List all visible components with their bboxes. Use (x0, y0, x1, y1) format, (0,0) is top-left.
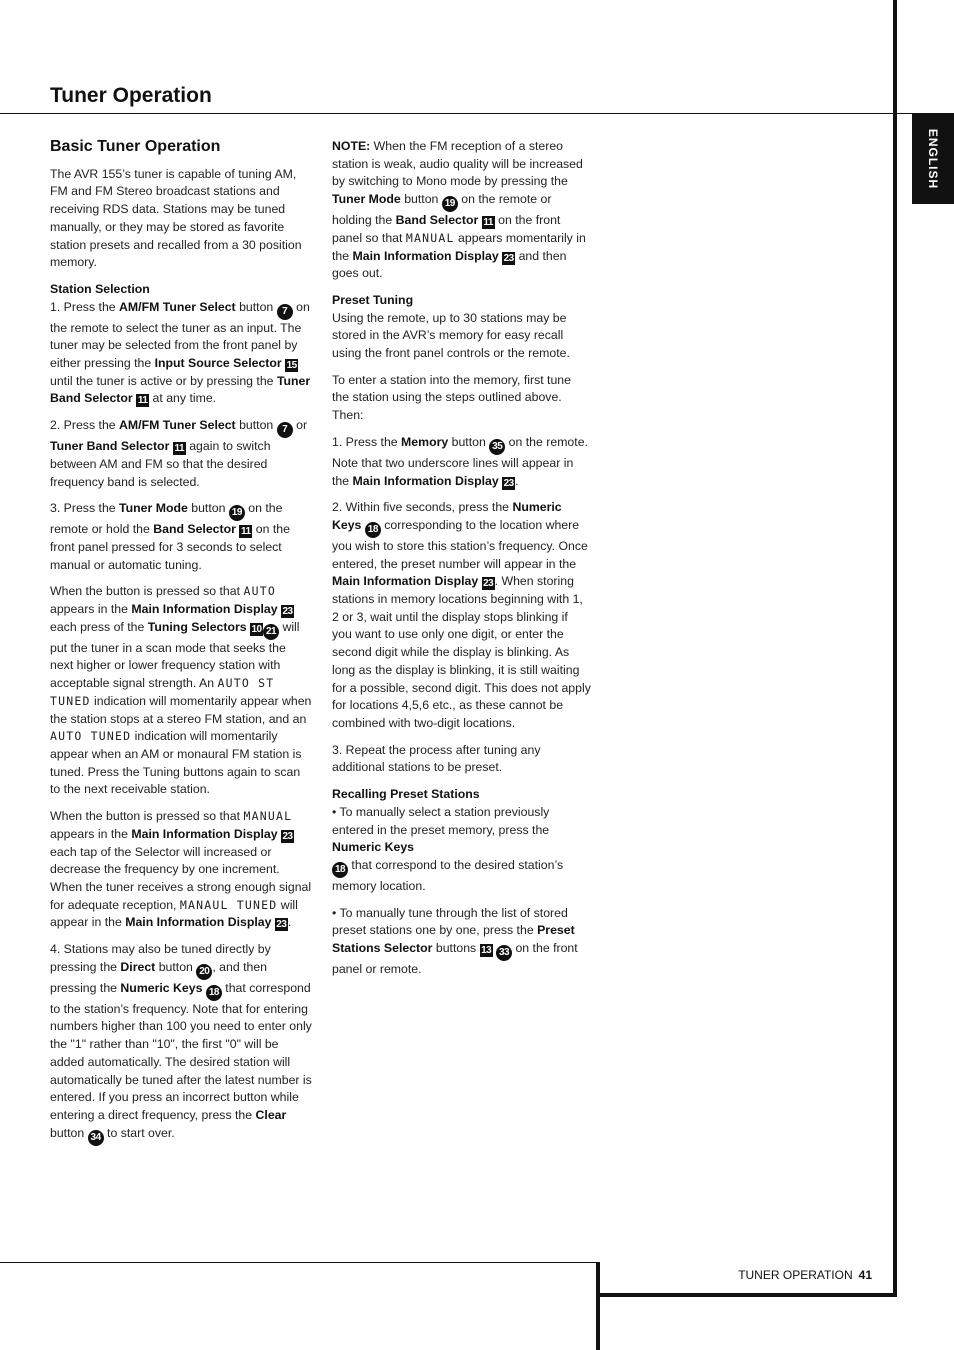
callout-number-icon: 11 (483, 217, 493, 229)
display-text: AUTO ST TUNED (50, 676, 275, 708)
subheading-station-selection: Station Selection (50, 281, 150, 296)
preset-step-3-paragraph: 3. Repeat the process after tuning any additional stations to be preset. (332, 742, 541, 775)
note-paragraph: NOTE: When the FM reception of a stereo station is weak, audio quality will be increased by switching to Mono mode by pressing the Tuner Mode button 19 on the remote or holding the Band Selector 11 on the front panel so that MANUAL appears momentarily in the Main Information Display 23 and then goes out. (332, 139, 586, 281)
callout-number-icon: 21 (263, 624, 279, 640)
display-text: MANAUL TUNED (179, 897, 278, 912)
footer-section-label: TUNER OPERATION (738, 1268, 853, 1282)
step-1-paragraph: Station Selection 1. Press the AM/FM Tuner Select button 7 on the remote to select the tuner as an input. The tuner may be selected from the front panel by either pressing the Input Source Selector 15 until the tuner is active or by pressing the Tuner Band Selector 11 at any time. (50, 281, 311, 407)
display-text: AUTO TUNED (50, 729, 132, 744)
display-text: MANUAL (405, 230, 455, 245)
callout-number-icon: 11 (241, 526, 251, 538)
callout-number-icon: 13 (481, 945, 492, 957)
display-text: AUTO (243, 584, 276, 599)
step-3-paragraph: 3. Press the Tuner Mode button 19 on the remote or hold the Band Selector 11 on the front panel pressed for 3 seconds to select manual or automatic tuning. (50, 501, 290, 572)
callout-number-icon: 10 (251, 623, 262, 635)
page-number: 41 (858, 1268, 872, 1282)
callout-number-icon: 23 (282, 606, 293, 618)
callout-number-icon: 18 (332, 862, 348, 878)
callout-number-icon: 35 (489, 439, 505, 455)
callout-number-icon: 11 (137, 395, 148, 407)
enter-paragraph: To enter a station into the memory, first tune the station using the steps outlined above. Then: (332, 372, 571, 423)
preset-step-1-paragraph: 1. Press the Memory button 35 on the remote. Note that two underscore lines will appear in the Main Information Display 23. (332, 434, 588, 489)
callout-number-icon: 23 (503, 252, 514, 264)
auto-mode-paragraph: When the button is pressed so that AUTO appears in the Main Information Display 23 each press of the Tuning Selectors 10 21 will put the tuner in a scan mode that seeks the next higher or lower frequency station with acceptable signal strength. An AUTO ST TUNED indication will momentarily appear when the station stops at a stereo FM station, and an AUTO TUNED indication will momentarily appear when an AM or monaural FM station is tuned. Press the Tuning buttons again to scan to the next receivable station. (50, 584, 312, 797)
manual-mode-paragraph: When the button is pressed so that MANUAL appears in the Main Information Display 23 each tap of the Selector will increased or decrease the frequency by one increment. When the tuner receives a strong enough signal for adequate reception, MANAUL TUNED will appear in the Main Information Display 23. (50, 809, 312, 931)
callout-number-icon: 19 (229, 505, 245, 521)
callout-number-icon: 23 (276, 919, 287, 931)
callout-number-icon: 7 (277, 422, 293, 438)
step-2-paragraph: 2. Press the AM/FM Tuner Select button 7 or Tuner Band Selector 11 again to switch between AM and FM so that the desired frequency band is selected. (50, 418, 308, 489)
column-right (332, 138, 591, 988)
callout-number-icon: 7 (277, 304, 293, 320)
footer-vertical-bar (596, 1262, 600, 1350)
step-4-paragraph: 4. Stations may also be tuned directly by pressing the Direct button 20 , and then pressing the Numeric Keys 18 that correspond to the station’s frequency. Note that for entering numbers higher than 100 you need to enter only the "1" rather than "10", the first "0" will be added automatically. The desired station will automatically be tuned after the latest number is entered. If you press an incorrect button while entering a direct frequency, press the Clear button 34 to start over. (50, 941, 312, 1146)
callout-number-icon: 20 (196, 964, 212, 980)
right-edge-bar (893, 0, 897, 1296)
recall-paragraph-2: • To manually tune through the list of stored preset stations one by one, press the Preset Stations Selector buttons 13 33 on the front panel or remote. (332, 905, 578, 977)
footer-underline (596, 1293, 897, 1297)
callout-number-icon: 23 (503, 477, 514, 489)
callout-number-icon: 23 (483, 578, 494, 590)
subheading-preset-tuning: Preset Tuning (332, 292, 414, 307)
callout-number-icon: 18 (365, 522, 381, 538)
header-rule (0, 113, 954, 114)
preset-intro-paragraph: Preset Tuning Using the remote, up to 30 stations may be stored in the AVR’s memory for easy recall using the front panel controls or the remote. (332, 292, 570, 361)
callout-number-icon: 19 (442, 196, 458, 212)
subheading-recalling-presets: Recalling Preset Stations (332, 787, 480, 802)
recall-paragraph-1: Recalling Preset Stations • To manually select a station previously entered in the preset memory, press the Numeric Keys 18 that correspond to the desired station’s memory location. (332, 787, 564, 893)
callout-number-icon: 33 (496, 945, 512, 961)
page-title: Tuner Operation (50, 84, 212, 107)
column-left (50, 138, 312, 1155)
callout-number-icon: 15 (286, 360, 297, 372)
callout-number-icon: 23 (282, 830, 293, 842)
language-label: ENGLISH (926, 128, 940, 190)
footer-rule (0, 1262, 597, 1263)
callout-number-icon: 11 (174, 443, 185, 455)
intro-paragraph: The AVR 155’s tuner is capable of tuning AM, FM and FM Stereo broadcast stations and receiving RDS data. Stations may be tuned manually, or they may be stored as favorite station presets and recalled from a 30 position memory. (50, 166, 302, 270)
display-text: MANUAL (243, 809, 293, 824)
section-heading: Basic Tuner Operation (50, 138, 221, 155)
preset-step-2-paragraph: 2. Within five seconds, press the Numeric Keys 18 corresponding to the location where you wish to store this station’s frequency. Once entered, the preset number will appear in the Main Information Display 23. When storing stations in memory locations beginning with 1, 2 or 3, wait until the display stops blinking if you want to use only one digit, or enter the second digit while the display is blinking. As long as the display is blinking, it is still waiting for a possible, second digit. This does not apply for locations 4,5,6 etc., as these cannot be combined with two-digit locations. (332, 500, 591, 730)
page-footer (738, 1268, 872, 1282)
callout-number-icon: 18 (206, 985, 222, 1001)
callout-number-icon: 34 (88, 1130, 104, 1146)
language-tab (912, 114, 954, 204)
